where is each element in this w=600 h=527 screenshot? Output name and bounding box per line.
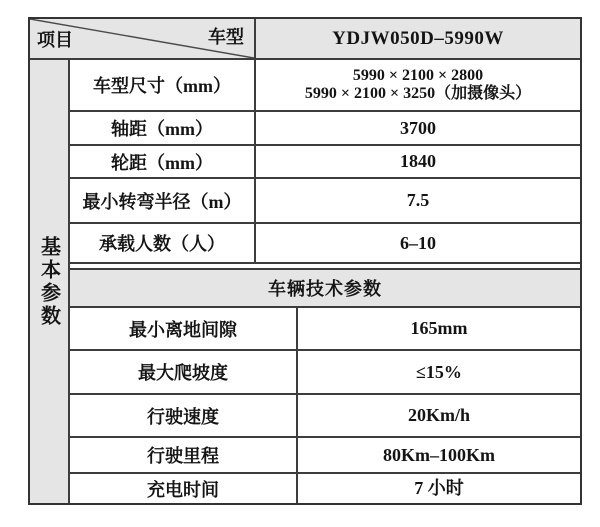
row-label: 行驶里程 — [70, 438, 298, 472]
table-body — [30, 60, 580, 503]
row-label: 最小转弯半径（m） — [70, 179, 256, 222]
table-header-row — [30, 19, 580, 60]
row-value — [256, 60, 580, 110]
table-row-turning-radius — [70, 179, 580, 224]
table-row-ground-clearance — [70, 308, 580, 351]
table-row-charging-time — [70, 474, 580, 503]
vehicle-spec-table — [28, 17, 582, 505]
row-label: 轮距（mm） — [70, 146, 256, 177]
row-value: 3700 — [256, 112, 580, 144]
header-diagonal-cell — [30, 19, 256, 58]
group-label-vertical: 基本参数 — [37, 235, 60, 328]
row-value: 7 小时 — [298, 474, 580, 503]
dimension-line-1: 5990 × 2100 × 2800 — [352, 66, 484, 84]
row-label: 行驶速度 — [70, 395, 298, 436]
header-model-label: 车型 — [208, 26, 244, 47]
table-row-gradeability — [70, 351, 580, 395]
row-label: 充电时间 — [70, 474, 298, 503]
group-column-basic-params — [30, 60, 70, 503]
table-row-driving-range — [70, 438, 580, 474]
row-label: 承载人数（人） — [70, 224, 256, 262]
table-row-track-width — [70, 146, 580, 179]
table-row-wheelbase — [70, 112, 580, 146]
rows-container — [70, 60, 580, 503]
section-header-tech-params: 车辆技术参数 — [70, 270, 580, 308]
row-label: 车型尺寸（mm） — [70, 60, 256, 110]
row-value: 1840 — [256, 146, 580, 177]
row-label: 轴距（mm） — [70, 112, 256, 144]
table-row-driving-speed — [70, 395, 580, 438]
row-value: 6–10 — [256, 224, 580, 262]
dimension-line-2: 5990 × 2100 × 3250（加摄像头） — [304, 85, 532, 102]
row-label: 最小离地间隙 — [70, 308, 298, 349]
table-row-passenger-capacity — [70, 224, 580, 264]
row-value: ≤15% — [298, 351, 580, 393]
header-item-label: 项目 — [37, 29, 73, 50]
row-value: 165mm — [298, 308, 580, 349]
row-value: 80Km–100Km — [298, 438, 580, 472]
table-row-dimensions — [70, 60, 580, 112]
row-value: 20Km/h — [298, 395, 580, 436]
header-model-value: YDJW050D–5990W — [332, 27, 504, 49]
row-value: 7.5 — [256, 179, 580, 222]
row-label: 最大爬坡度 — [70, 351, 298, 393]
